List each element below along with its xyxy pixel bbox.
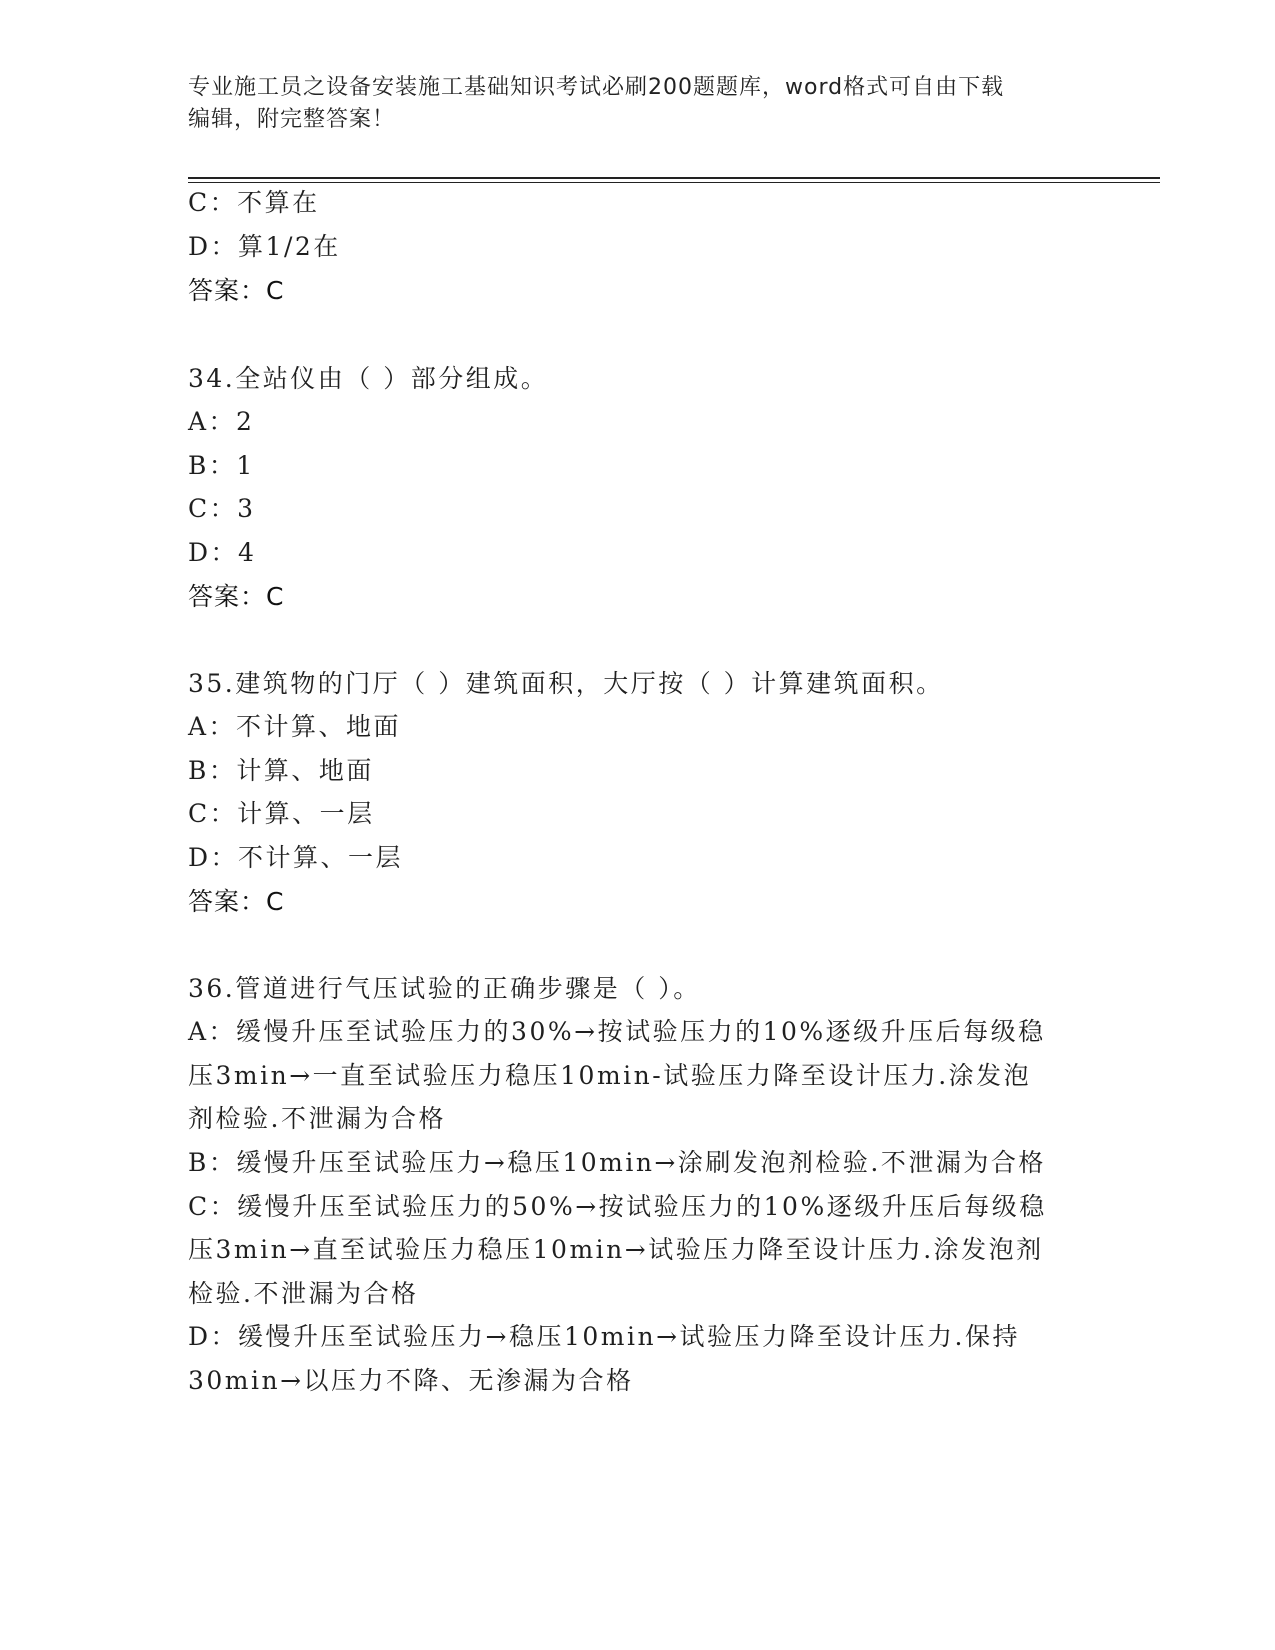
q36-option-c-line-1: C：缓慢升压至试验压力的50%→按试验压力的10%逐级升压后每级稳 [188,1192,1047,1221]
header-title-line-1: 专业施工员之设备安装施工基础知识考试必刷200题题库，word格式可自由下载 [188,75,1005,100]
q36-option-d-line-2: 30min→以压力不降、无渗漏为合格 [188,1366,634,1395]
q34-option-d: D：4 [188,538,257,567]
q36-option-a-line-1: A：缓慢升压至试验压力的30%→按试验压力的10%逐级升压后每级稳 [188,1017,1046,1046]
q36-option-c-line-2: 压3min→直至试验压力稳压10min→试验压力降至设计压力.涂发泡剂 [188,1235,1044,1264]
document-header [188,72,1068,136]
q36-stem: 36.管道进行气压试验的正确步骤是（ ）。 [188,974,701,1003]
q33-answer: 答案：C [188,276,285,305]
q35-answer: 答案：C [188,887,285,916]
q34-option-a: A：2 [188,407,255,436]
q35-option-c: C：计算、一层 [188,799,375,828]
header-title-line-2: 编辑，附完整答案！ [188,107,396,132]
q36-option-b: B：缓慢升压至试验压力→稳压10min→涂刷发泡剂检验.不泄漏为合格 [188,1148,1046,1177]
q34-option-b: B：1 [188,451,255,480]
q34-stem: 34.全站仪由（ ）部分组成。 [188,364,549,393]
q36-option-c-line-3: 检验.不泄漏为合格 [188,1279,419,1308]
q36-option-d-line-1: D：缓慢升压至试验压力→稳压10min→试验压力降至设计压力.保持 [188,1322,1021,1351]
q35-option-a: A：不计算、地面 [188,712,402,741]
q35-option-d: D：不计算、一层 [188,843,404,872]
header-divider-thick [188,177,1160,179]
q33-option-c: C：不算在 [188,188,320,217]
header-divider-thin [188,182,1160,183]
q36-option-a-line-3: 剂检验.不泄漏为合格 [188,1104,446,1133]
q34-answer: 答案：C [188,582,285,611]
q35-stem: 35.建筑物的门厅（ ）建筑面积，大厅按（ ）计算建筑面积。 [188,669,944,698]
q34-option-c: C：3 [188,494,256,523]
q35-option-b: B：计算、地面 [188,756,374,785]
q33-option-d: D：算1/2在 [188,232,341,261]
q36-option-a-line-2: 压3min→一直至试验压力稳压10min-试验压力降至设计压力.涂发泡 [188,1061,1032,1090]
